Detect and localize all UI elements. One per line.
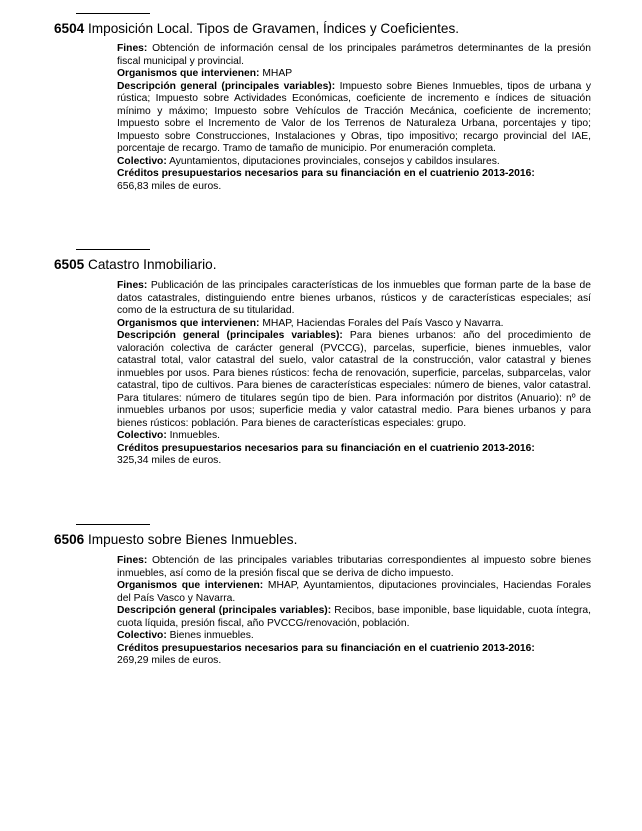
colectivo-text: Bienes inmuebles.: [169, 630, 254, 641]
descripcion-text: Recibos, base imponible, base liquidable, cuota íntegra, cuota líquida, presión fiscal, año PVCCG/renovación, población.: [117, 605, 591, 629]
creditos-value-paragraph: [117, 655, 591, 668]
separator-rule: [76, 13, 150, 14]
colectivo-label: Colectivo:: [117, 155, 167, 167]
entry-code: 6504: [54, 21, 85, 36]
colectivo-label: Colectivo:: [117, 630, 167, 641]
creditos-paragraph: [117, 168, 591, 181]
organismos-paragraph: [117, 580, 591, 605]
entry-title: Catastro Inmobiliario.: [88, 257, 217, 272]
entry-title: Imposición Local. Tipos de Gravamen, Índices y Coeficientes.: [88, 21, 460, 36]
entry-code: 6505: [54, 257, 85, 272]
creditos-value: 325,34 miles de euros.: [117, 455, 222, 466]
entry-heading: [54, 21, 459, 37]
organismos-paragraph: [117, 68, 591, 81]
descripcion-label: Descripción general (principales variables):: [117, 80, 336, 92]
entry-body: [117, 43, 591, 193]
creditos-value-paragraph: [117, 455, 591, 468]
organismos-label: Organismos que intervienen:: [117, 68, 260, 79]
creditos-paragraph: [117, 643, 591, 656]
descripcion-text: Impuesto sobre Bienes Inmuebles, tipos de urbana y rústica; Impuesto sobre Actividades Económicas, coeficiente de incremento e índices de situación mínimo y máximo; Impuesto sobre Vehículos de Tracción Mecánica, coeficiente de incremento; Impuesto sobre el Incremento de Valor de los Terrenos de Naturaleza Urbana, porcentajes y tipo; Impuesto sobre Construcciones, Instalaciones y Obras, tipo impositivo; recargo provincial del IAE, porcentaje de recargo. Tramo de tamaño de municipio. Por enumeración completa.: [117, 80, 591, 154]
colectivo-text: Inmuebles.: [169, 430, 221, 441]
fines-paragraph: [117, 280, 591, 318]
creditos-label: Créditos presupuestarios necesarios para su financiación en el cuatrienio 2013-2016:: [117, 442, 535, 454]
organismos-text: MHAP: [262, 68, 293, 79]
entry-body: [117, 555, 591, 668]
colectivo-text: Ayuntamientos, diputaciones provinciales, consejos y cabildos insulares.: [169, 155, 500, 167]
entry-title: Impuesto sobre Bienes Inmuebles.: [88, 532, 298, 547]
entry-body: [117, 280, 591, 468]
entry-heading: [54, 257, 216, 273]
fines-paragraph: [117, 555, 591, 580]
fines-label: Fines:: [117, 555, 148, 566]
organismos-label: Organismos que intervienen:: [117, 317, 260, 329]
creditos-value: 656,83 miles de euros.: [117, 180, 222, 192]
descripcion-paragraph: [117, 81, 591, 156]
creditos-value: 269,29 miles de euros.: [117, 655, 222, 666]
creditos-label: Créditos presupuestarios necesarios para su financiación en el cuatrienio 2013-2016:: [117, 168, 535, 179]
fines-text: Obtención de información censal de los principales parámetros determinantes de la presión fiscal municipal y provincial.: [117, 43, 591, 67]
fines-label: Fines:: [117, 280, 148, 291]
organismos-label: Organismos que intervienen:: [117, 580, 264, 591]
descripcion-paragraph: [117, 605, 591, 630]
separator-rule: [76, 524, 150, 525]
fines-text: Publicación de las principales características de los inmuebles que forman parte de la base de datos catastrales, distinguiendo entre bienes urbanos, rústicos y de características especiales; así como de la estructura de su titularidad.: [117, 280, 591, 316]
organismos-text: MHAP, Ayuntamientos, diputaciones provinciales, Haciendas Forales del País Vasco y Navarra.: [117, 580, 591, 604]
colectivo-paragraph: [117, 430, 591, 443]
creditos-label: Créditos presupuestarios necesarios para su financiación en el cuatrienio 2013-2016:: [117, 642, 535, 654]
creditos-value-paragraph: [117, 181, 591, 194]
descripcion-label: Descripción general (principales variables):: [117, 330, 343, 341]
fines-text: Obtención de las principales variables tributarias correspondientes al impuesto sobre bienes inmuebles, así como de la presión fiscal que se deriva de dicho impuesto.: [117, 555, 591, 579]
colectivo-label: Colectivo:: [117, 430, 167, 441]
fines-label: Fines:: [117, 43, 148, 54]
fines-paragraph: [117, 43, 591, 68]
creditos-paragraph: [117, 443, 591, 456]
descripcion-label: Descripción general (principales variables):: [117, 605, 332, 616]
entry-code: 6506: [54, 532, 85, 547]
entry-heading: [54, 532, 297, 548]
colectivo-paragraph: [117, 630, 591, 643]
separator-rule: [76, 249, 150, 250]
descripcion-paragraph: [117, 330, 591, 430]
descripcion-text: Para bienes urbanos: año del procedimiento de valoración colectiva de carácter general (PVCCG), parcelas, superficie, bienes inmuebles, valor catastral total, valor catastral del suelo, valor catastral de la construcción, valor catastral y bienes inmuebles por usos. Para bienes rústicos: fecha de renovación, superficie, parcelas, subparcelas, valor catastral, tipo de cultivos. Para bienes de características especiales: número de bienes, valor catastral. Para titulares: número de titulares según tipo de bien. Para información por distritos (Anuario): nº de inmuebles urbanos por usos; superficie media y valor catastral medio. Para bienes urbanos y para bienes rústicos: población. Para bienes de características especiales: grupo.: [117, 330, 591, 429]
colectivo-paragraph: [117, 156, 591, 169]
organismos-text: MHAP, Haciendas Forales del País Vasco y Navarra.: [262, 317, 504, 329]
organismos-paragraph: [117, 318, 591, 331]
